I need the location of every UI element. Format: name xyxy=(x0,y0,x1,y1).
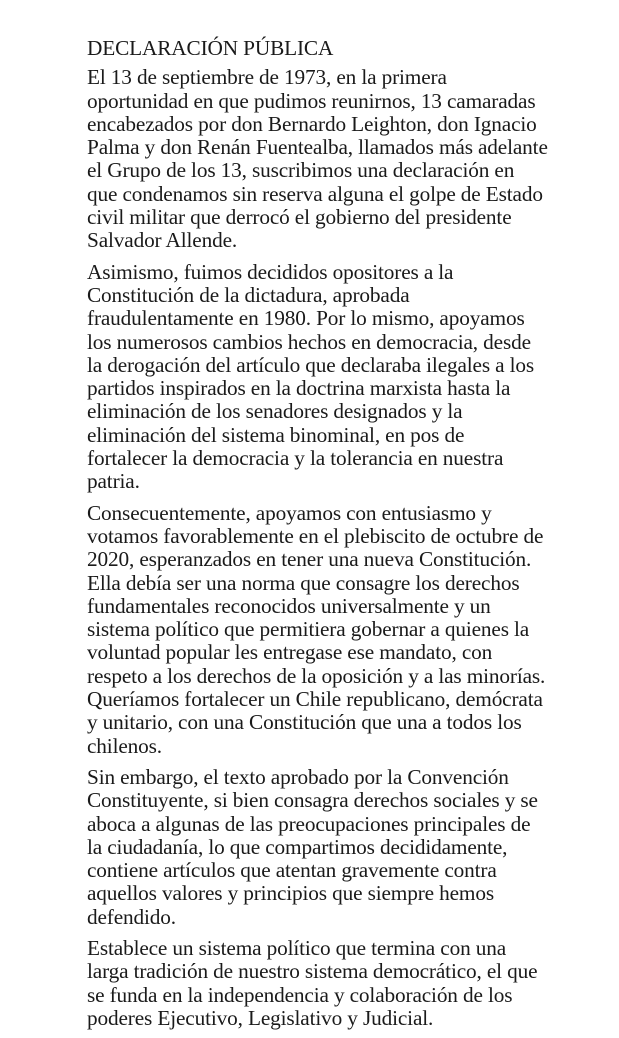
text-line: los numerosos cambios hechos en democracia, desde xyxy=(87,329,531,354)
text-line: Salvador Allende. xyxy=(87,228,238,253)
text-line: partidos inspirados en la doctrina marxista hasta la xyxy=(87,376,511,401)
text-line: y unitario, con una Constitución que una a todos los xyxy=(87,710,522,735)
text-line: El 13 de septiembre de 1973, en la primera xyxy=(87,65,447,90)
text-line: votamos favorablemente en el plebiscito de octubre de xyxy=(87,523,544,548)
text-line: contiene artículos que atentan gravemente contra xyxy=(87,858,497,883)
text-line: fortalecer la democracia y la tolerancia en nuestra xyxy=(87,446,504,471)
text-line: Consecuentemente, apoyamos con entusiasmo y xyxy=(87,500,492,525)
text-line: que condenamos sin reserva alguna el golpe de Estado xyxy=(87,181,543,206)
document-title: DECLARACIÓN PÚBLICA xyxy=(87,36,334,60)
text-line: Constituyente, si bien consagra derechos sociales y se xyxy=(87,788,538,813)
paragraph xyxy=(87,937,607,1030)
paragraph xyxy=(87,766,607,929)
text-line: respeto a los derechos de la oposición y a las minorías. xyxy=(87,663,546,688)
text-line: aquellos valores y principios que siempre hemos xyxy=(87,881,494,906)
text-line: civil militar que derrocó el gobierno del presidente xyxy=(87,205,512,230)
text-line: Queríamos fortalecer un Chile republicano, demócrata xyxy=(87,687,543,712)
text-line: sistema político que permitiera gobernar a quienes la xyxy=(87,617,530,642)
paragraph xyxy=(87,261,607,494)
document-body xyxy=(87,66,607,1030)
text-line: Ella debía ser una norma que consagre los derechos xyxy=(87,570,520,595)
text-line: fraudulentamente en 1980. Por lo mismo, apoyamos xyxy=(87,306,525,331)
paragraph xyxy=(87,502,607,758)
text-line: larga tradición de nuestro sistema democrático, el que xyxy=(87,959,538,984)
text-line: encabezados por don Bernardo Leighton, don Ignacio xyxy=(87,111,537,136)
text-line: la derogación del artículo que declaraba ilegales a los xyxy=(87,352,535,377)
text-line: se funda en la independencia y colaboración de los xyxy=(87,982,513,1007)
text-line: patria. xyxy=(87,469,140,494)
text-line: eliminación del sistema binominal, en pos de xyxy=(87,422,465,447)
text-line: fundamentales reconocidos universalmente y un xyxy=(87,593,491,618)
text-line: poderes Ejecutivo, Legislativo y Judicial. xyxy=(87,1005,434,1030)
paragraph xyxy=(87,66,607,252)
text-line: el Grupo de los 13, suscribimos una declaración en xyxy=(87,158,515,183)
text-line: la ciudadanía, lo que compartimos decididamente, xyxy=(87,834,508,859)
text-line: chilenos. xyxy=(87,733,162,758)
text-line: aboca a algunas de las preocupaciones principales de xyxy=(87,811,531,836)
text-line: Palma y don Renán Fuentealba, llamados más adelante xyxy=(87,135,548,160)
text-line: Asimismo, fuimos decididos opositores a la xyxy=(87,259,454,284)
declaration-document xyxy=(87,37,607,1038)
text-line: defendido. xyxy=(87,904,176,929)
text-line: oportunidad en que pudimos reunirnos, 13 camaradas xyxy=(87,88,536,113)
text-line: voluntad popular les entregase ese mandato, con xyxy=(87,640,493,665)
text-line: Establece un sistema político que termina con una xyxy=(87,935,507,960)
text-line: Sin embargo, el texto aprobado por la Convención xyxy=(87,764,509,789)
text-line: 2020, esperanzados en tener una nueva Constitución. xyxy=(87,547,532,572)
text-line: eliminación de los senadores designados y la xyxy=(87,399,463,424)
text-line: Constitución de la dictadura, aprobada xyxy=(87,282,410,307)
